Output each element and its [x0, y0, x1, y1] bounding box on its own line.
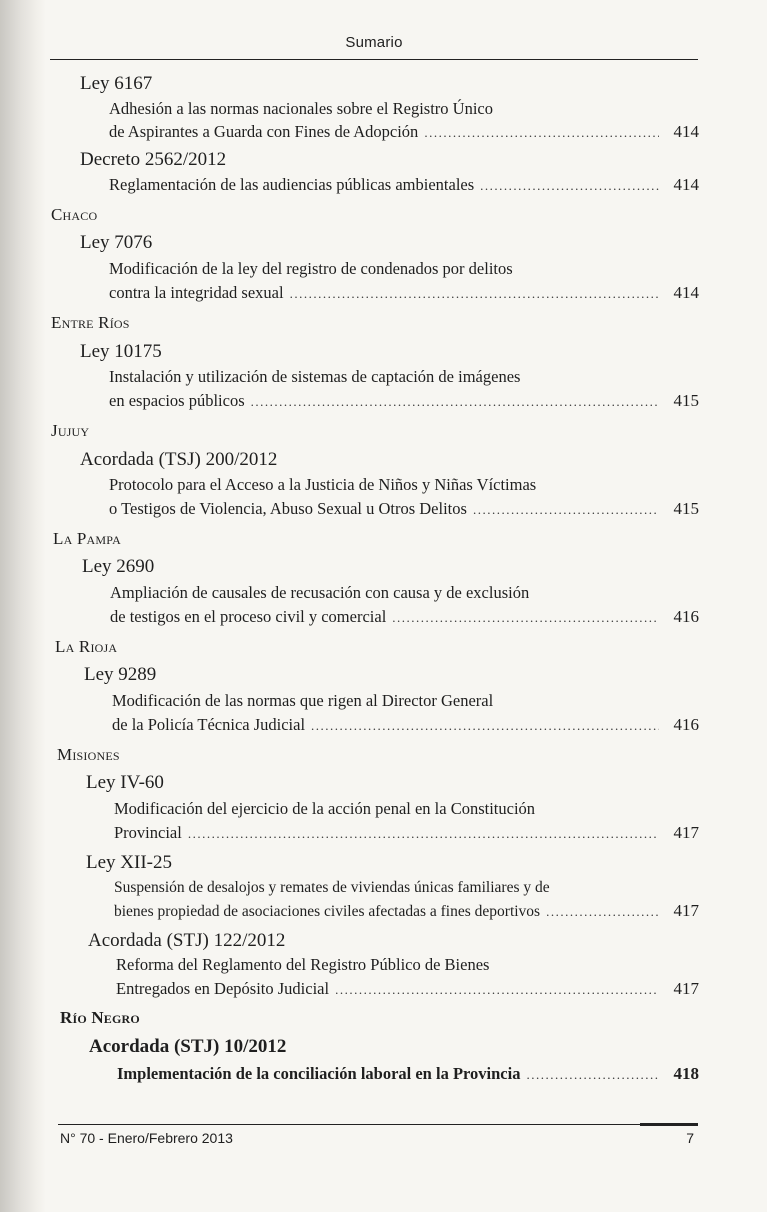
- header-divider: [50, 59, 698, 60]
- toc-row: [109, 500, 699, 518]
- province-heading: Misiones: [57, 745, 120, 764]
- dot-leader: [311, 719, 659, 732]
- law-description: Adhesión a las normas nacionales sobre el Registro Único: [109, 99, 493, 118]
- law-description: de testigos en el proceso civil y comercial: [110, 607, 387, 626]
- toc-row: [110, 608, 699, 626]
- dot-leader: [424, 126, 659, 139]
- province-heading: Chaco: [51, 205, 98, 224]
- law-description: Reforma del Reglamento del Registro Público de Bienes: [116, 955, 490, 974]
- law-title: Ley 10175: [80, 341, 162, 362]
- page-number: 415: [673, 391, 699, 410]
- law-description: Instalación y utilización de sistemas de captación de imágenes: [109, 367, 521, 386]
- folio-number: 7: [686, 1130, 694, 1146]
- law-title: Ley IV-60: [86, 772, 164, 793]
- page-number: 418: [673, 1064, 699, 1083]
- law-title: Decreto 2562/2012: [80, 149, 227, 170]
- province-heading: La Pampa: [53, 529, 121, 548]
- page-number: 416: [673, 715, 699, 734]
- law-description: Modificación de la ley del registro de condenados por delitos: [109, 259, 513, 278]
- dot-leader: [335, 983, 659, 996]
- law-title: Ley XII-25: [86, 852, 172, 873]
- toc-row: [109, 123, 699, 141]
- dot-leader: [526, 1068, 659, 1081]
- dot-leader: [251, 395, 659, 408]
- law-description: Implementación de la conciliación laboral en la Provincia: [117, 1064, 521, 1083]
- law-description: Suspensión de desalojos y remates de viviendas únicas familiares y de: [114, 879, 550, 896]
- law-description: Reglamentación de las audiencias públicas ambientales: [109, 175, 475, 194]
- page-number: 414: [673, 122, 699, 141]
- page-number: 415: [673, 499, 699, 518]
- law-title: Ley 6167: [80, 73, 153, 94]
- law-description: bienes propiedad de asociaciones civiles afectadas a fines deportivos: [114, 903, 541, 920]
- issue-label: N° 70 - Enero/Febrero 2013: [60, 1130, 233, 1146]
- law-description: Ampliación de causales de recusación con causa y de exclusión: [110, 583, 530, 602]
- law-title: Ley 2690: [82, 556, 155, 577]
- law-description: Entregados en Depósito Judicial: [116, 979, 330, 998]
- law-description: Modificación de las normas que rigen al Director General: [112, 691, 494, 710]
- page-number: 417: [673, 901, 699, 920]
- page-number: 414: [673, 175, 699, 194]
- toc-row: [116, 980, 699, 998]
- law-description: Provincial: [114, 823, 182, 842]
- law-title: Acordada (STJ) 122/2012: [88, 930, 286, 951]
- dot-leader: [188, 827, 659, 840]
- law-title: Acordada (STJ) 10/2012: [89, 1036, 287, 1057]
- toc-row: [109, 392, 699, 410]
- law-description: Modificación del ejercicio de la acción penal en la Constitución: [114, 799, 536, 818]
- page-number: 416: [673, 607, 699, 626]
- law-description: contra la integridad sexual: [109, 283, 284, 302]
- dot-leader: [546, 905, 659, 918]
- toc-row: [117, 1065, 699, 1083]
- page-title: Sumario: [345, 34, 403, 51]
- dot-leader: [392, 611, 659, 624]
- law-description: en espacios públicos: [109, 391, 245, 410]
- province-heading: Jujuy: [51, 421, 90, 440]
- toc-row: [114, 902, 699, 920]
- law-description: Protocolo para el Acceso a la Justicia de Niños y Niñas Víctimas: [109, 475, 537, 494]
- toc-row: [109, 176, 699, 194]
- province-heading: Río Negro: [60, 1008, 140, 1027]
- law-title: Ley 7076: [80, 232, 153, 253]
- dot-leader: [480, 179, 659, 192]
- law-description: o Testigos de Violencia, Abuso Sexual u Otros Delitos: [109, 499, 467, 518]
- toc-row: [112, 716, 699, 734]
- toc-row: [109, 284, 699, 302]
- book-spine-shadow: [0, 0, 46, 1212]
- footer-divider: [58, 1124, 698, 1125]
- page-number: 414: [673, 283, 699, 302]
- province-heading: Entre Ríos: [51, 313, 130, 332]
- law-description: de Aspirantes a Guarda con Fines de Adopción: [109, 122, 419, 141]
- dot-leader: [290, 287, 659, 300]
- law-title: Ley 9289: [84, 664, 157, 685]
- toc-row: [114, 824, 699, 842]
- law-description: de la Policía Técnica Judicial: [112, 715, 306, 734]
- law-title: Acordada (TSJ) 200/2012: [80, 449, 278, 470]
- dot-leader: [473, 503, 659, 516]
- page-number: 417: [673, 979, 699, 998]
- page-number: 417: [673, 823, 699, 842]
- footer-divider-accent: [640, 1123, 698, 1126]
- province-heading: La Rioja: [55, 637, 118, 656]
